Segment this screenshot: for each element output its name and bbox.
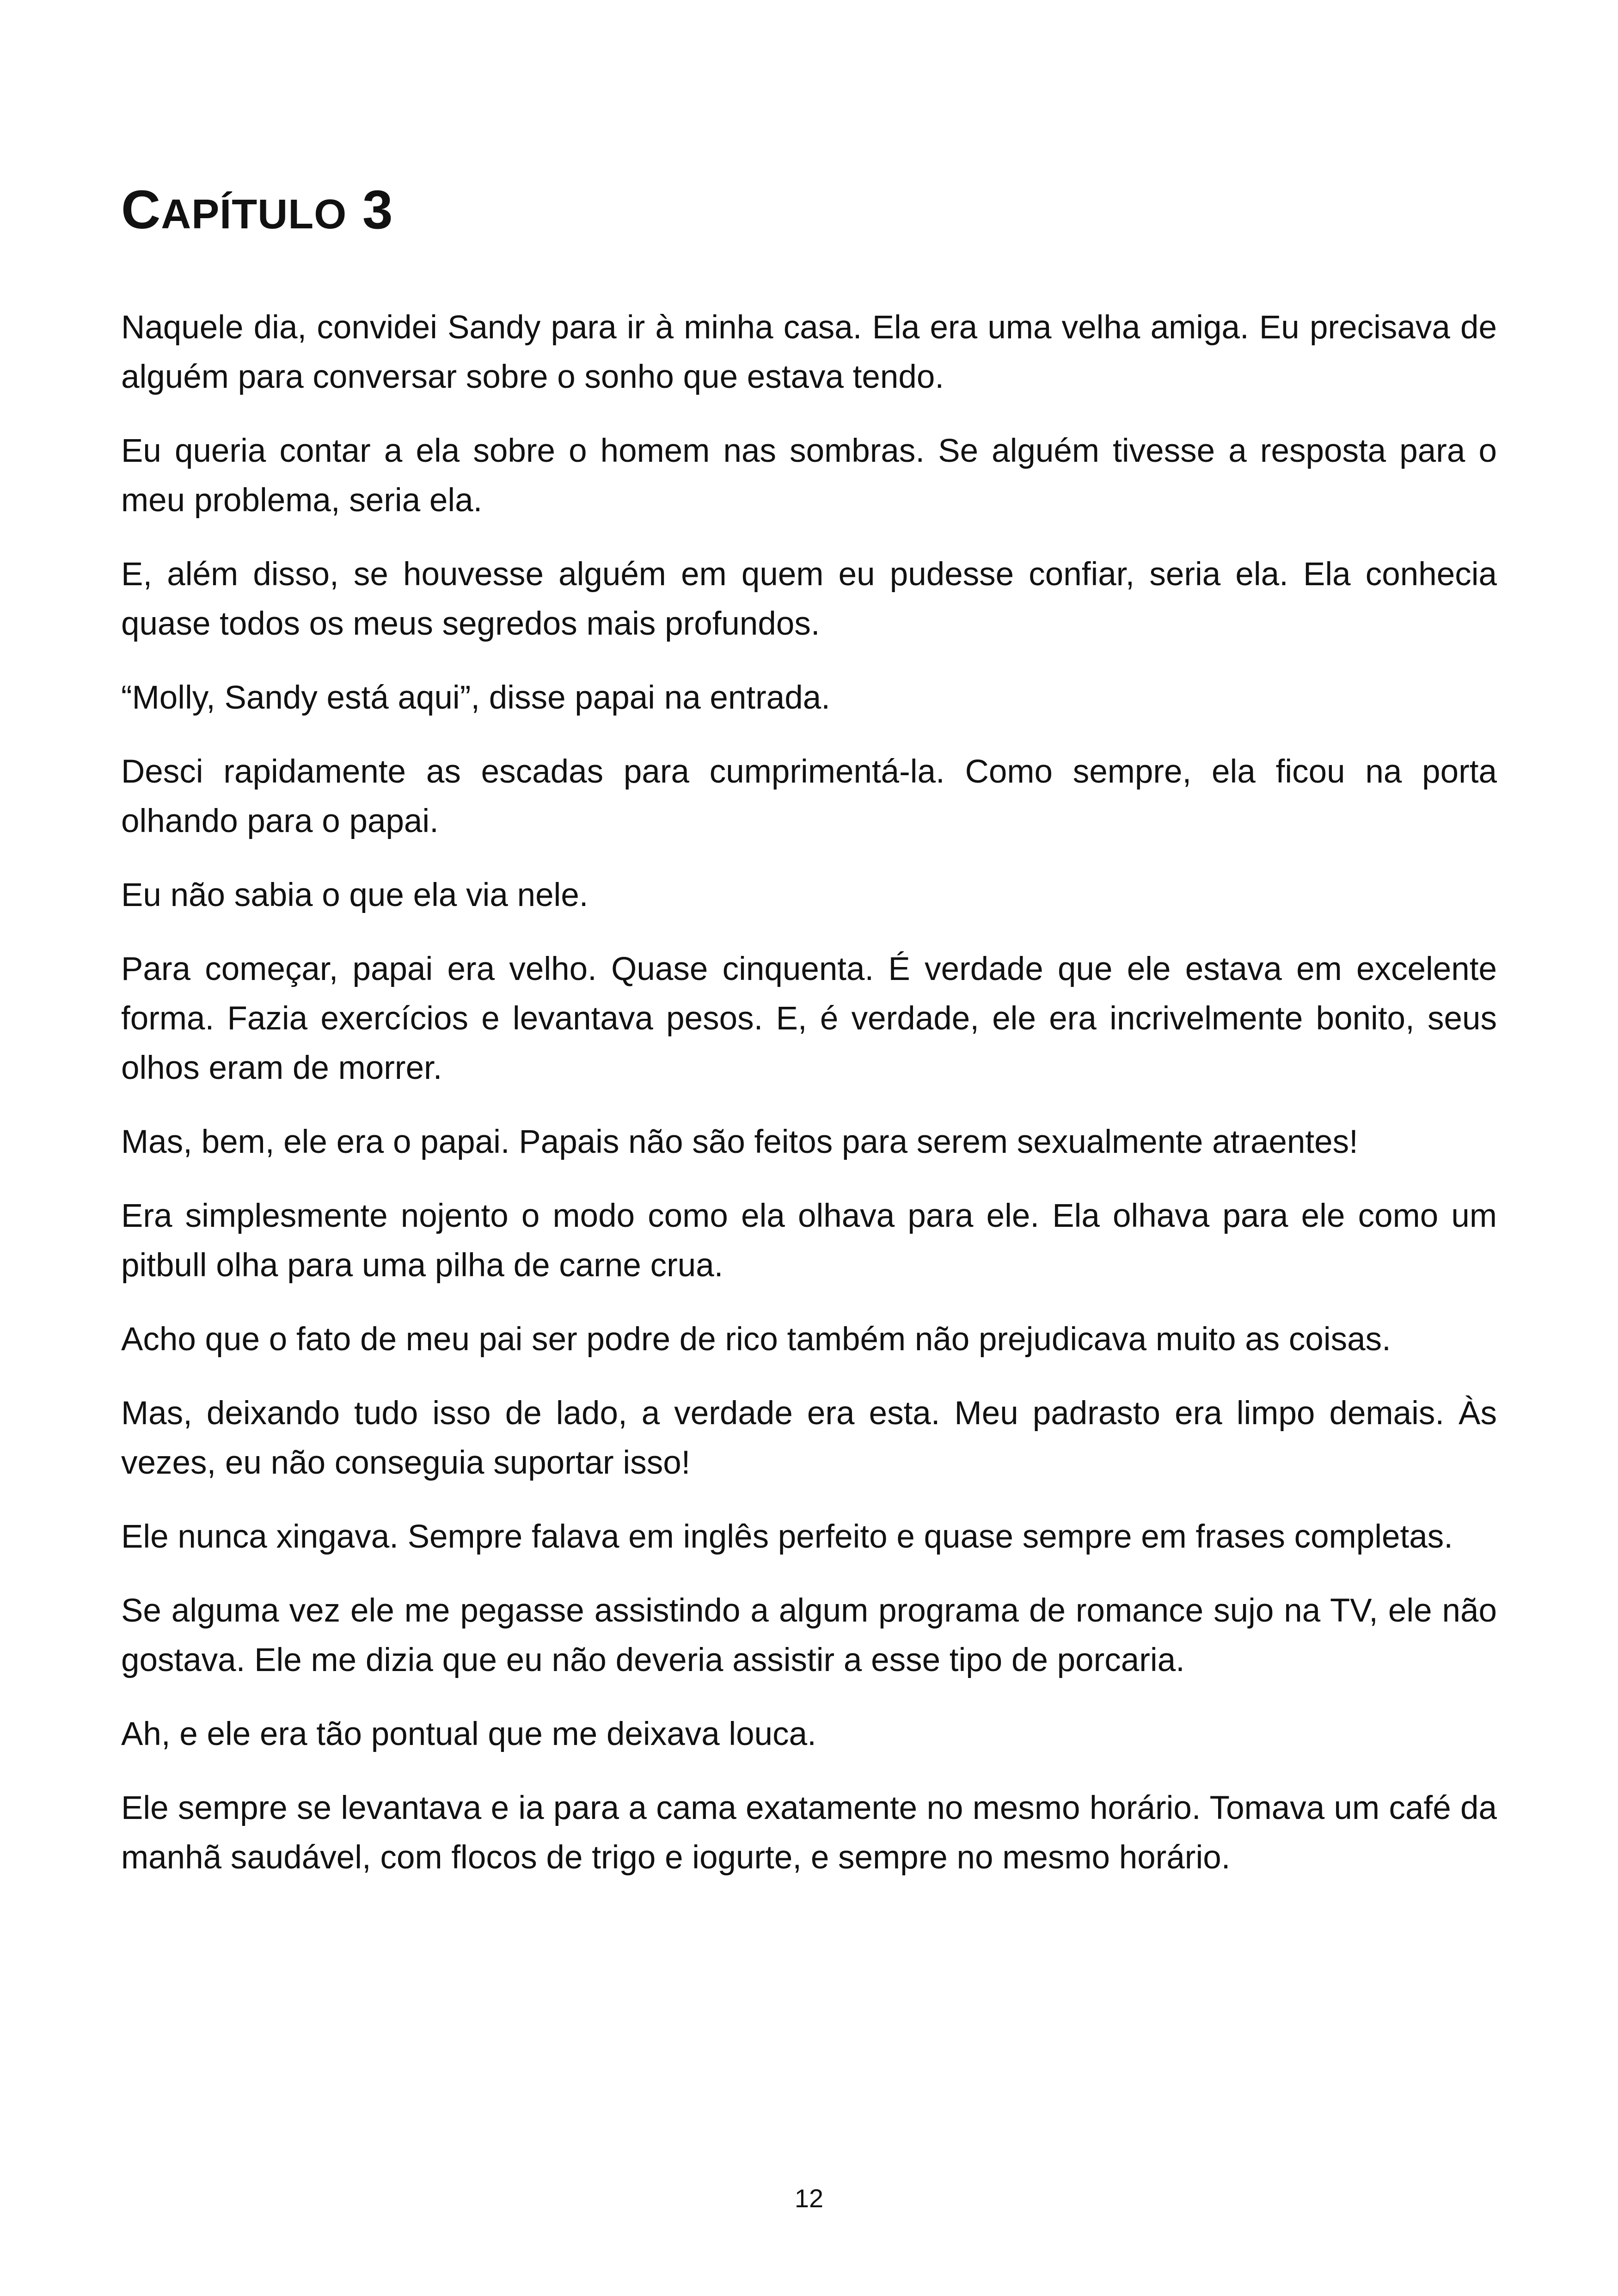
chapter-number: 3 (362, 179, 393, 240)
paragraph-7: Para começar, papai era velho. Quase cinquenta. É verdade que ele estava em excelente forma. Fazia exercícios e levantava pesos. E, é verdade, ele era incrivelmente bonito, seus olhos eram de morrer. (121, 951, 1497, 1086)
paragraph-15: Ele sempre se levantava e ia para a cama exatamente no mesmo horário. Tomava um café da manhã saudável, com flocos de trigo e iogurte, e sempre no mesmo horário. (121, 1790, 1497, 1876)
paragraph-4: “Molly, Sandy está aqui”, disse papai na entrada. (121, 680, 830, 716)
paragraph-2: Eu queria contar a ela sobre o homem nas sombras. Se alguém tivesse a resposta para o meu problema, seria ela. (121, 433, 1497, 519)
paragraph-11: Mas, deixando tudo isso de lado, a verdade era esta. Meu padrasto era limpo demais. Às vezes, eu não conseguia suportar isso! (121, 1395, 1497, 1481)
chapter-title-initial: C (121, 179, 161, 240)
paragraph-3: E, além disso, se houvesse alguém em quem eu pudesse confiar, seria ela. Ela conhecia quase todos os meus segredos mais profundos. (121, 556, 1497, 642)
paragraph-5: Desci rapidamente as escadas para cumprimentá-la. Como sempre, ela ficou na porta olhando para o papai. (121, 753, 1497, 839)
chapter-title-word: APÍTULO (161, 191, 347, 238)
paragraph-14: Ah, e ele era tão pontual que me deixava louca. (121, 1716, 816, 1752)
paragraph-10: Acho que o fato de meu pai ser podre de rico também não prejudicava muito as coisas. (121, 1321, 1391, 1358)
paragraph-8: Mas, bem, ele era o papai. Papais não são feitos para serem sexualmente atraentes! (121, 1124, 1358, 1160)
paragraph-1: Naquele dia, convidei Sandy para ir à minha casa. Ela era uma velha amiga. Eu precisava de alguém para conversar sobre o sonho que estava tendo. (121, 309, 1497, 395)
paragraph-9: Era simplesmente nojento o modo como ela olhava para ele. Ela olhava para ele como um pitbull olha para uma pilha de carne crua. (121, 1198, 1497, 1284)
paragraph-6: Eu não sabia o que ela via nele. (121, 877, 588, 913)
page-number: 12 (794, 2184, 824, 2213)
chapter-title (121, 179, 393, 240)
paragraph-12: Ele nunca xingava. Sempre falava em inglês perfeito e quase sempre em frases completas. (121, 1518, 1453, 1555)
paragraph-13: Se alguma vez ele me pegasse assistindo a algum programa de romance sujo na TV, ele não gostava. Ele me dizia que eu não deveria assistir a esse tipo de porcaria. (121, 1592, 1497, 1678)
chapter-body (121, 303, 1497, 1907)
